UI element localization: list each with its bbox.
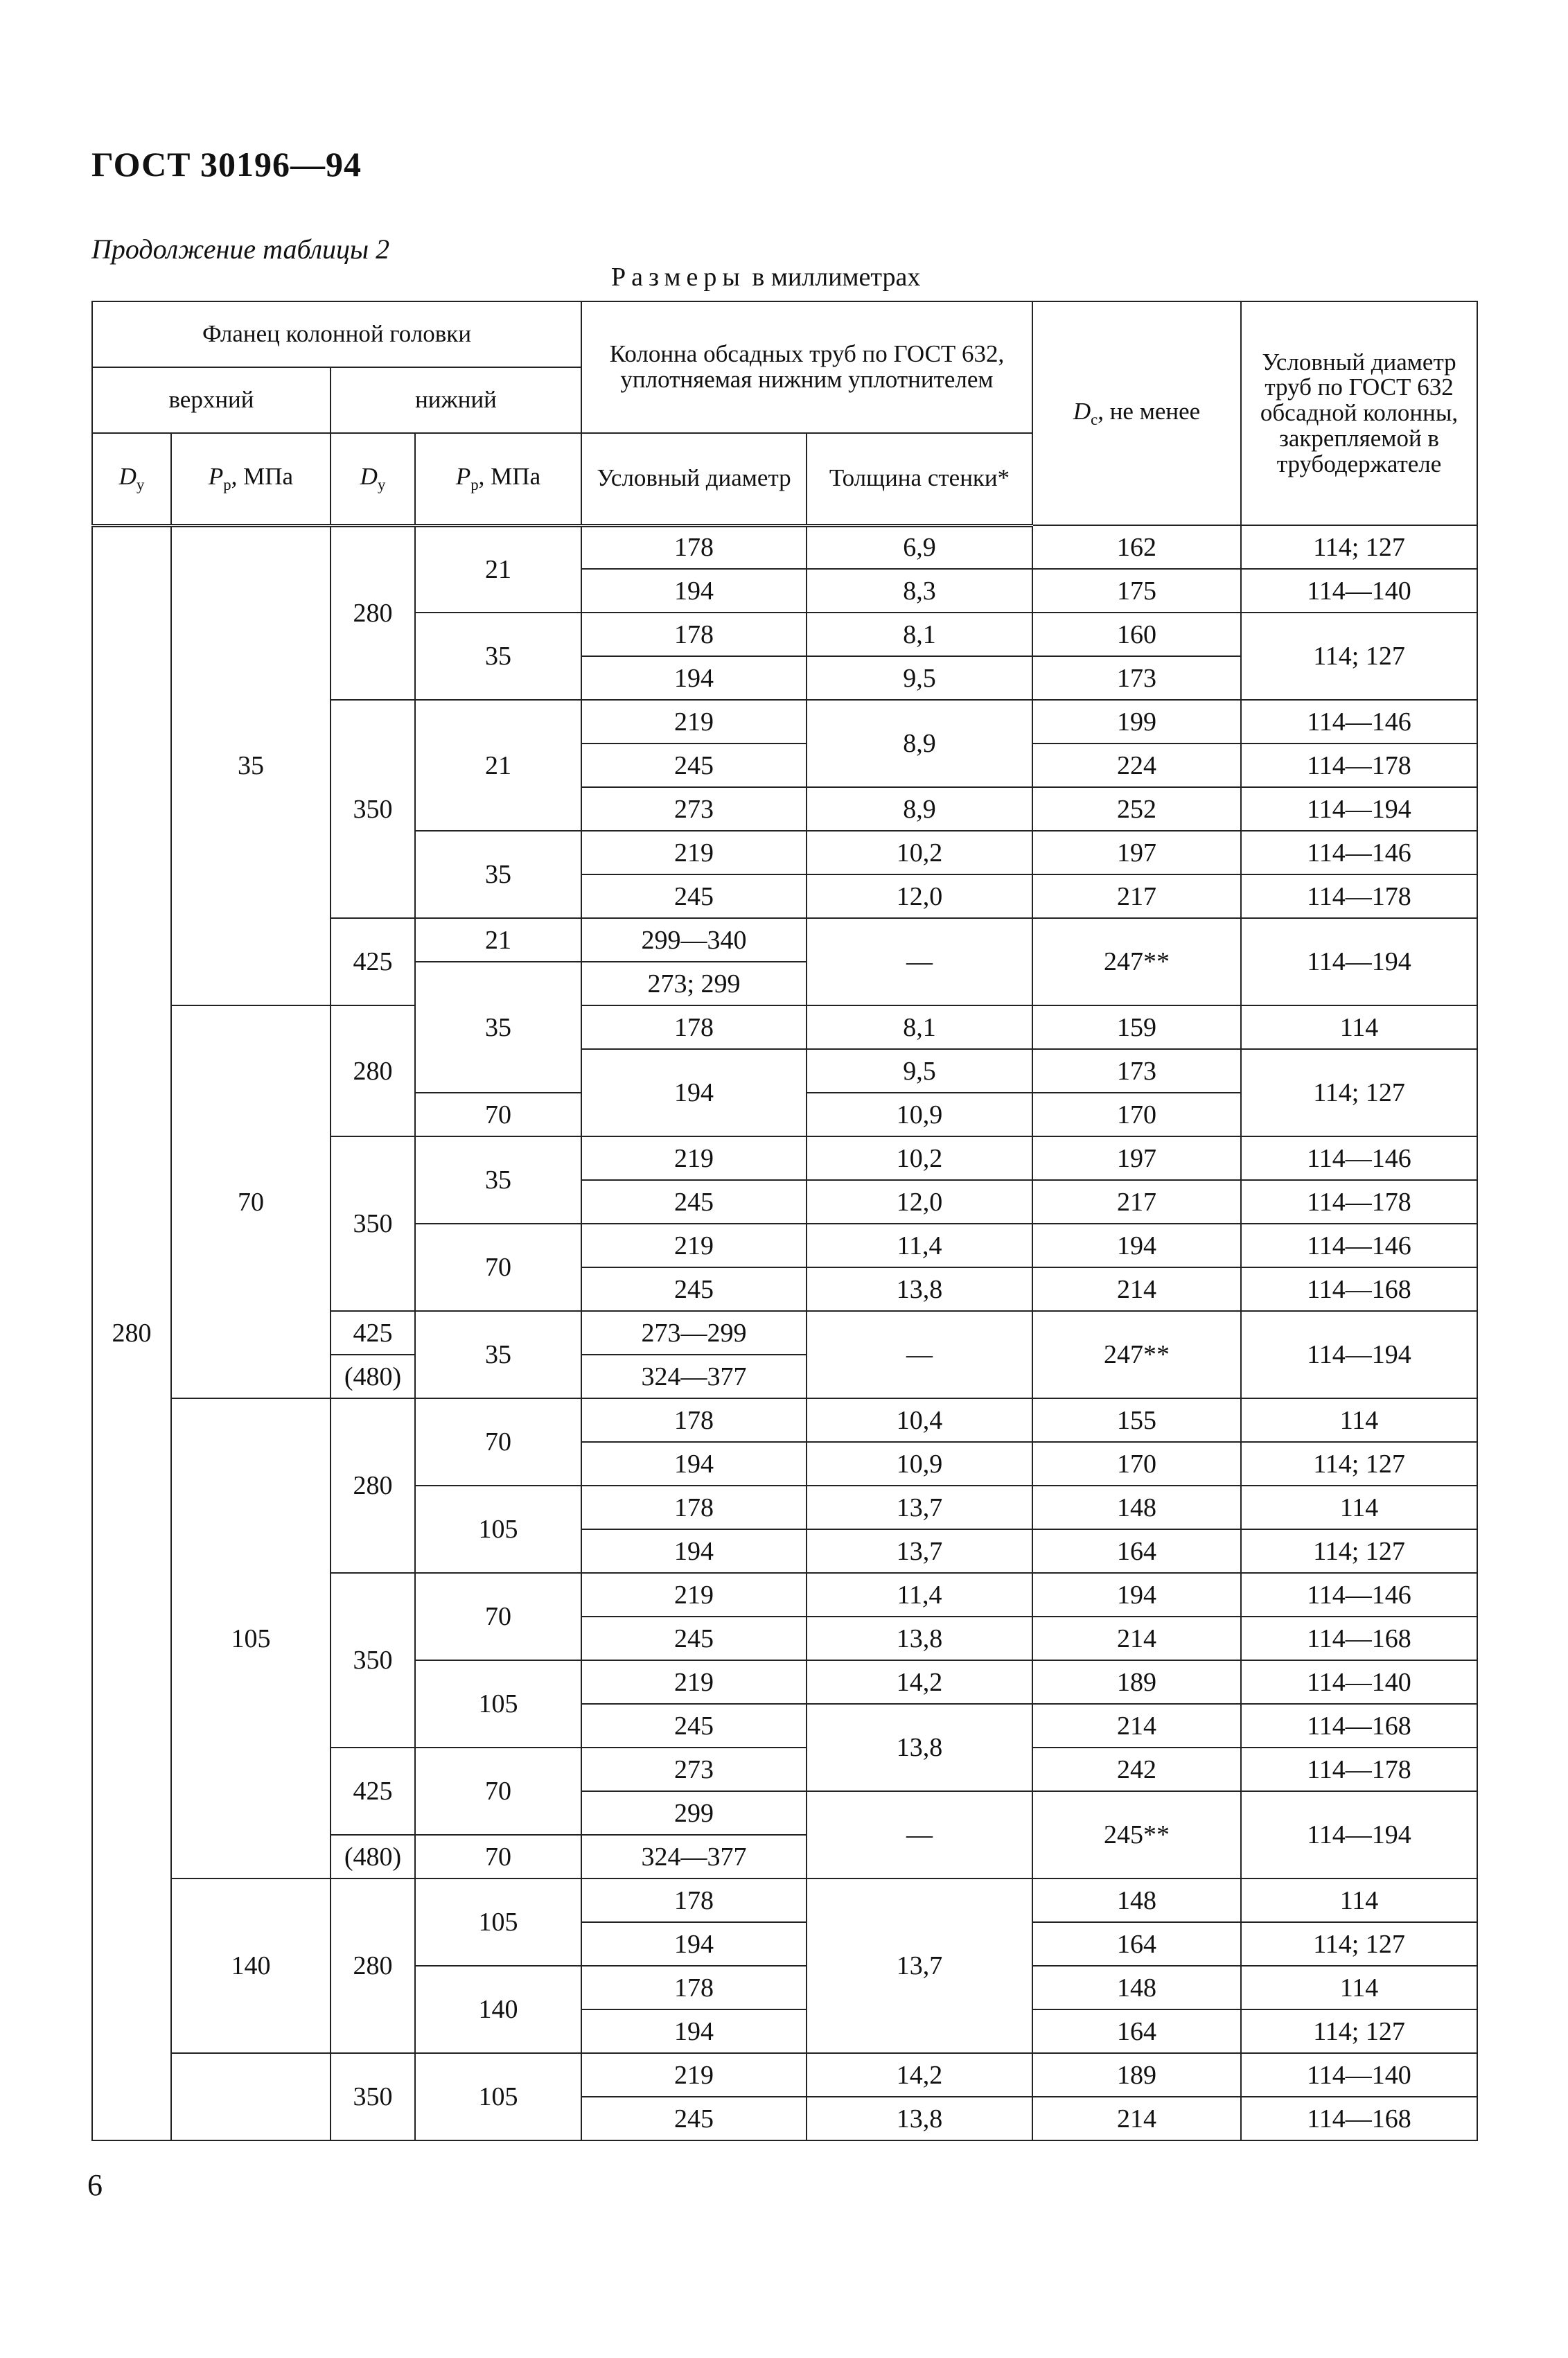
dc-cell: 162	[1032, 525, 1241, 569]
wall-thickness-cell: 8,1	[807, 613, 1032, 656]
lower-pr-cell: 35	[415, 1311, 581, 1398]
hanger-diameter-cell: 114—178	[1241, 1180, 1477, 1224]
hanger-diameter-cell: 114—168	[1241, 1617, 1477, 1660]
upper-pr-cell: 105	[171, 1398, 331, 1879]
hanger-diameter-cell: 114; 127	[1241, 613, 1477, 700]
casing-diameter-cell: 273	[581, 787, 807, 831]
table-row	[92, 1005, 1477, 1049]
dimensions-table	[91, 301, 1478, 2141]
hanger-diameter-cell: 114—168	[1241, 2097, 1477, 2140]
wall-thickness-cell: —	[807, 1791, 1032, 1879]
header-hanger-diameter: Условный диаметр труб по ГОСТ 632 обсадной колонны, закрепляемой в трубодержателе	[1241, 301, 1477, 525]
table-row	[92, 2053, 1477, 2097]
casing-diameter-cell: 178	[581, 1398, 807, 1442]
table-continuation-label: Продолжение таблицы 2	[91, 234, 390, 265]
lower-dy-cell: 350	[331, 2053, 415, 2140]
lower-pr-cell: 21	[415, 700, 581, 831]
lower-pr-cell: 105	[415, 1486, 581, 1573]
wall-thickness-cell: 10,4	[807, 1398, 1032, 1442]
dc-cell: 155	[1032, 1398, 1241, 1442]
hanger-diameter-cell: 114; 127	[1241, 2009, 1477, 2053]
lower-dy-cell: 350	[331, 1573, 415, 1748]
dc-cell: 245**	[1032, 1791, 1241, 1879]
dc-cell: 252	[1032, 787, 1241, 831]
casing-diameter-cell: 219	[581, 700, 807, 744]
hanger-diameter-cell: 114—168	[1241, 1704, 1477, 1748]
lower-dy-cell: 280	[331, 1398, 415, 1573]
hanger-diameter-cell: 114	[1241, 1486, 1477, 1529]
lower-pr-cell: 70	[415, 1224, 581, 1311]
lower-dy-cell: 350	[331, 1136, 415, 1311]
wall-thickness-cell: —	[807, 918, 1032, 1005]
lower-dy-cell: 280	[331, 525, 415, 700]
hanger-diameter-cell: 114	[1241, 1398, 1477, 1442]
hanger-diameter-cell: 114; 127	[1241, 525, 1477, 569]
casing-diameter-cell: 245	[581, 1267, 807, 1311]
header-dc: $D_с$, не менее	[1032, 301, 1241, 525]
hanger-diameter-cell: 114	[1241, 1966, 1477, 2009]
upper-pr-cell	[171, 2053, 331, 2140]
hanger-diameter-cell: 114—146	[1241, 1136, 1477, 1180]
wall-thickness-cell: 11,4	[807, 1573, 1032, 1617]
wall-thickness-cell: 8,9	[807, 787, 1032, 831]
lower-pr-cell: 35	[415, 613, 581, 700]
wall-thickness-cell: 10,2	[807, 1136, 1032, 1180]
casing-diameter-cell: 194	[581, 1922, 807, 1966]
casing-diameter-cell: 245	[581, 2097, 807, 2140]
dc-cell: 197	[1032, 831, 1241, 874]
hanger-diameter-cell: 114—178	[1241, 1748, 1477, 1791]
wall-thickness-cell: 9,5	[807, 1049, 1032, 1093]
wall-thickness-cell: 12,0	[807, 1180, 1032, 1224]
header-conditional-diameter: Условный диаметр	[581, 433, 807, 525]
casing-diameter-cell: 219	[581, 1224, 807, 1267]
casing-diameter-cell: 245	[581, 1617, 807, 1660]
lower-dy-cell: 425	[331, 918, 415, 1005]
lower-pr-cell: 105	[415, 1660, 581, 1748]
hanger-diameter-cell: 114; 127	[1241, 1442, 1477, 1486]
lower-pr-cell: 140	[415, 1966, 581, 2053]
dc-cell: 224	[1032, 744, 1241, 787]
dc-cell: 148	[1032, 1879, 1241, 1922]
lower-dy-cell: 425	[331, 1748, 415, 1835]
wall-thickness-cell: 13,8	[807, 1617, 1032, 1660]
casing-diameter-cell: 178	[581, 1486, 807, 1529]
hanger-diameter-cell: 114—194	[1241, 1791, 1477, 1879]
dc-cell: 189	[1032, 1660, 1241, 1704]
hanger-diameter-cell: 114; 127	[1241, 1922, 1477, 1966]
dc-cell: 170	[1032, 1093, 1241, 1136]
wall-thickness-cell: 9,5	[807, 656, 1032, 700]
casing-diameter-cell: 194	[581, 1442, 807, 1486]
wall-thickness-cell: 6,9	[807, 525, 1032, 569]
table-row	[92, 525, 1477, 569]
lower-dy-cell: 425	[331, 1311, 415, 1355]
dc-cell: 159	[1032, 1005, 1241, 1049]
wall-thickness-cell: 8,9	[807, 700, 1032, 787]
hanger-diameter-cell: 114	[1241, 1879, 1477, 1922]
dc-cell: 194	[1032, 1573, 1241, 1617]
lower-dy-cell: 280	[331, 1005, 415, 1136]
hanger-diameter-cell: 114—178	[1241, 874, 1477, 918]
wall-thickness-cell: 10,2	[807, 831, 1032, 874]
lower-pr-cell: 70	[415, 1835, 581, 1879]
wall-thickness-cell: 10,9	[807, 1442, 1032, 1486]
hanger-diameter-cell: 114—194	[1241, 918, 1477, 1005]
units-caption-spaced: Размеры	[611, 263, 746, 292]
wall-thickness-cell: 14,2	[807, 1660, 1032, 1704]
lower-pr-cell: 35	[415, 1136, 581, 1224]
casing-diameter-cell: 245	[581, 874, 807, 918]
casing-diameter-cell: 219	[581, 1573, 807, 1617]
casing-diameter-cell: 194	[581, 1529, 807, 1573]
casing-diameter-cell: 178	[581, 1005, 807, 1049]
hanger-diameter-cell: 114	[1241, 1005, 1477, 1049]
wall-thickness-cell: 13,8	[807, 1704, 1032, 1791]
dc-cell: 217	[1032, 1180, 1241, 1224]
casing-diameter-cell: 219	[581, 831, 807, 874]
hanger-diameter-cell: 114—146	[1241, 700, 1477, 744]
wall-thickness-cell: 13,7	[807, 1879, 1032, 2053]
table-row	[92, 1398, 1477, 1442]
header-wall-thickness: Толщина стенки*	[807, 433, 1032, 525]
casing-diameter-cell: 194	[581, 569, 807, 613]
hanger-diameter-cell: 114—146	[1241, 831, 1477, 874]
dc-cell: 247**	[1032, 1311, 1241, 1398]
casing-diameter-cell: 324—377	[581, 1835, 807, 1879]
dc-cell: 170	[1032, 1442, 1241, 1486]
units-caption-rest: в миллиметрах	[752, 263, 921, 292]
casing-diameter-cell: 273—299	[581, 1311, 807, 1355]
wall-thickness-cell: 14,2	[807, 2053, 1032, 2097]
upper-pr-cell: 140	[171, 1879, 331, 2053]
header-casing-column: Колонна обсадных труб по ГОСТ 632, уплотняемая нижним уплотнителем	[581, 301, 1032, 433]
dc-cell: 217	[1032, 874, 1241, 918]
dc-cell: 173	[1032, 1049, 1241, 1093]
table-row	[92, 1879, 1477, 1922]
lower-pr-cell: 21	[415, 525, 581, 613]
header-upper-dy: $D_у$	[92, 433, 171, 525]
dc-cell: 214	[1032, 1617, 1241, 1660]
header-upper-flange: верхний	[92, 367, 331, 433]
header-flange: Фланец колонной головки	[92, 301, 581, 367]
casing-diameter-cell: 178	[581, 613, 807, 656]
wall-thickness-cell: 8,1	[807, 1005, 1032, 1049]
dc-cell: 194	[1032, 1224, 1241, 1267]
lower-dy-cell: 350	[331, 700, 415, 918]
lower-pr-cell: 70	[415, 1093, 581, 1136]
header-lower-pr: $P_р$, МПа	[415, 433, 581, 525]
lower-pr-cell: 35	[415, 962, 581, 1093]
lower-pr-cell: 70	[415, 1573, 581, 1660]
dc-cell: 175	[1032, 569, 1241, 613]
wall-thickness-cell: 8,3	[807, 569, 1032, 613]
hanger-diameter-cell: 114—140	[1241, 2053, 1477, 2097]
dc-cell: 148	[1032, 1966, 1241, 2009]
lower-dy-cell: 280	[331, 1879, 415, 2053]
hanger-diameter-cell: 114—140	[1241, 1660, 1477, 1704]
document-code: ГОСТ 30196—94	[91, 145, 362, 184]
casing-diameter-cell: 194	[581, 2009, 807, 2053]
dc-cell: 199	[1032, 700, 1241, 744]
dc-cell: 197	[1032, 1136, 1241, 1180]
casing-diameter-cell: 245	[581, 744, 807, 787]
lower-dy-cell: (480)	[331, 1835, 415, 1879]
hanger-diameter-cell: 114—178	[1241, 744, 1477, 787]
casing-diameter-cell: 219	[581, 1136, 807, 1180]
casing-diameter-cell: 194	[581, 1049, 807, 1136]
casing-diameter-cell: 299—340	[581, 918, 807, 962]
dc-cell: 164	[1032, 1922, 1241, 1966]
casing-diameter-cell: 219	[581, 1660, 807, 1704]
casing-diameter-cell: 299	[581, 1791, 807, 1835]
dc-cell: 164	[1032, 1529, 1241, 1573]
units-caption	[611, 262, 920, 292]
upper-pr-cell: 35	[171, 525, 331, 1005]
header-lower-dy: $D_у$	[331, 433, 415, 525]
hanger-diameter-cell: 114—194	[1241, 787, 1477, 831]
dc-cell: 214	[1032, 2097, 1241, 2140]
dc-cell: 160	[1032, 613, 1241, 656]
dc-cell: 148	[1032, 1486, 1241, 1529]
wall-thickness-cell: 12,0	[807, 874, 1032, 918]
wall-thickness-cell: 13,7	[807, 1486, 1032, 1529]
lower-pr-cell: 70	[415, 1398, 581, 1486]
wall-thickness-cell: 13,8	[807, 1267, 1032, 1311]
casing-diameter-cell: 245	[581, 1704, 807, 1748]
hanger-diameter-cell: 114—146	[1241, 1224, 1477, 1267]
hanger-diameter-cell: 114—194	[1241, 1311, 1477, 1398]
casing-diameter-cell: 245	[581, 1180, 807, 1224]
hanger-diameter-cell: 114—168	[1241, 1267, 1477, 1311]
header-lower-flange: нижний	[331, 367, 581, 433]
dc-cell: 164	[1032, 2009, 1241, 2053]
dc-cell: 173	[1032, 656, 1241, 700]
lower-pr-cell: 105	[415, 2053, 581, 2140]
wall-thickness-cell: —	[807, 1311, 1032, 1398]
casing-diameter-cell: 178	[581, 525, 807, 569]
wall-thickness-cell: 11,4	[807, 1224, 1032, 1267]
dc-cell: 214	[1032, 1267, 1241, 1311]
header-upper-pr: $P_р$, МПа	[171, 433, 331, 525]
wall-thickness-cell: 13,8	[807, 2097, 1032, 2140]
upper-dy-cell: 280	[92, 525, 171, 2140]
dc-cell: 242	[1032, 1748, 1241, 1791]
lower-pr-cell: 35	[415, 831, 581, 918]
hanger-diameter-cell: 114—146	[1241, 1573, 1477, 1617]
wall-thickness-cell: 10,9	[807, 1093, 1032, 1136]
casing-diameter-cell: 273; 299	[581, 962, 807, 1005]
wall-thickness-cell: 13,7	[807, 1529, 1032, 1573]
casing-diameter-cell: 219	[581, 2053, 807, 2097]
hanger-diameter-cell: 114; 127	[1241, 1529, 1477, 1573]
lower-pr-cell: 21	[415, 918, 581, 962]
hanger-diameter-cell: 114—140	[1241, 569, 1477, 613]
casing-diameter-cell: 194	[581, 656, 807, 700]
dc-cell: 189	[1032, 2053, 1241, 2097]
lower-pr-cell: 70	[415, 1748, 581, 1835]
lower-pr-cell: 105	[415, 1879, 581, 1966]
casing-diameter-cell: 178	[581, 1966, 807, 2009]
page-number: 6	[87, 2168, 103, 2202]
casing-diameter-cell: 324—377	[581, 1355, 807, 1398]
casing-diameter-cell: 178	[581, 1879, 807, 1922]
upper-pr-cell: 70	[171, 1005, 331, 1398]
dc-cell: 247**	[1032, 918, 1241, 1005]
hanger-diameter-cell: 114; 127	[1241, 1049, 1477, 1136]
casing-diameter-cell: 273	[581, 1748, 807, 1791]
lower-dy-cell: (480)	[331, 1355, 415, 1398]
dc-cell: 214	[1032, 1704, 1241, 1748]
